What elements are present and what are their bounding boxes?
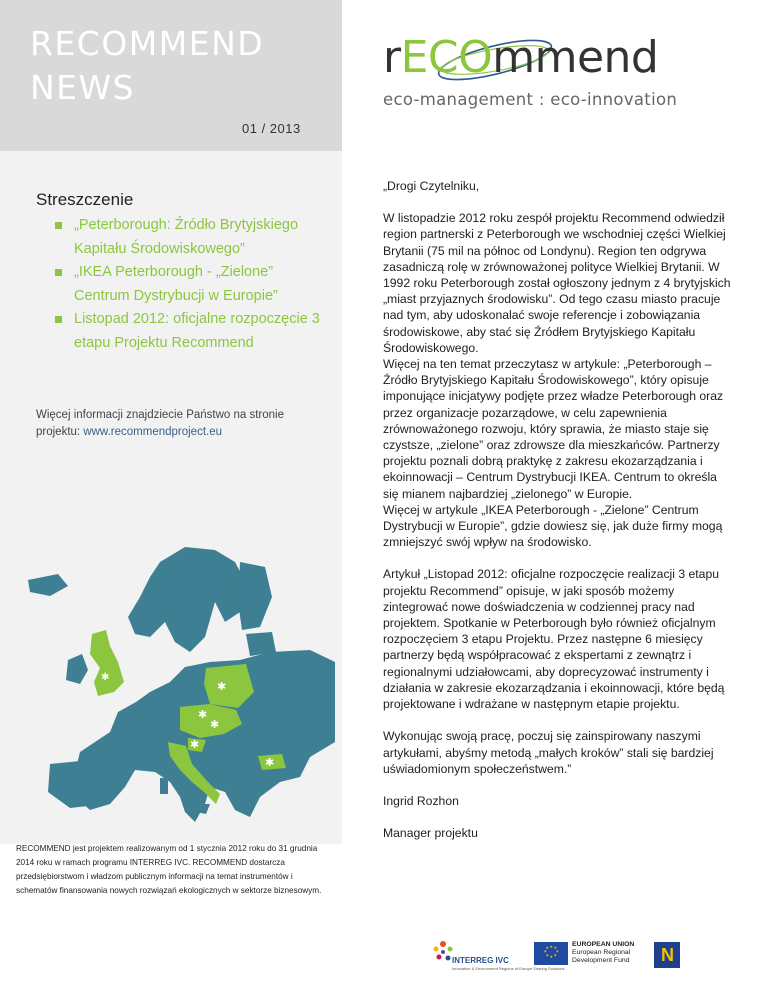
- logo-wordmark: [383, 30, 658, 86]
- letter-paragraph: Wykonując swoją pracę, poczuj się zainspirowany naszymi artykułami, abyśmy metodą „małych kroków” stali się bardziej uświadomionym społeczeństwem.”: [383, 729, 714, 776]
- partner-star-icon: ✱: [198, 708, 208, 721]
- map-iceland: [28, 574, 68, 596]
- svg-text:★: ★: [549, 954, 554, 959]
- region-logo-letter: N: [661, 945, 674, 965]
- toc-item[interactable]: [55, 308, 325, 355]
- toc-item-label: „IKEA Peterborough - „Zielone” Centrum Dystrybucji w Europie”: [74, 264, 278, 304]
- interreg-name: INTERREG IVC: [452, 956, 509, 965]
- svg-text:★: ★: [549, 944, 554, 949]
- letter-paragraph: Więcej w artykule „IKEA Peterborough - „Zielone” Centrum Dystrybucji w Europie”, gdzie dowiesz się, jak duże firmy mogą zmniejszyć swój wpływ na środowisko.: [383, 502, 723, 550]
- table-of-contents: [55, 214, 325, 355]
- letter-paragraph: Artykuł „Listopad 2012: oficjalne rozpoczęcie realizacji 3 etapu projektu Recommend” opisuje, w jaki sposób możemy zintegrować nowe doświadczenia w codziennej pracy nad projektem. Spotkanie w Peterborough było również oficjalnym rozpoczęciem 3 etapu Projektu. Przez następne 6 miesięcy partnerzy będą współpracować z ekspertami z zewnątrz i regionalnymi udziałowcami, aby doprecyzować instrumenty i działania w zakresie ekozarządzania i ekoinnowacji, które będą projektowane i wdrażane w następnym etapie projektu.: [383, 567, 725, 712]
- eu-line-3: Development Fund: [572, 957, 630, 964]
- square-bullet-icon: [55, 269, 62, 276]
- partner-star-icon: ✱: [265, 756, 275, 769]
- map-spain: [48, 758, 118, 808]
- more-info: [36, 407, 326, 441]
- svg-text:★: ★: [553, 952, 558, 958]
- square-bullet-icon: [55, 222, 62, 229]
- logo-eco: ECO: [400, 32, 493, 83]
- map-scandinavia: [128, 547, 248, 652]
- logo-tagline: eco-management : eco-innovation: [383, 90, 678, 109]
- partner-star-icon: ✱: [190, 738, 200, 751]
- logo-r: r: [383, 32, 401, 83]
- map-finland: [238, 562, 272, 630]
- partner-star-icon: ✱: [101, 672, 110, 683]
- region-logo: [654, 942, 680, 968]
- signature-name: Ingrid Rozhon: [383, 793, 459, 808]
- interreg-logo: [430, 936, 565, 980]
- eu-flag-icon: [534, 942, 568, 965]
- letter-greeting: „Drogi Czytelniku,: [383, 179, 480, 193]
- toc-item[interactable]: [55, 214, 325, 261]
- map-sardinia: [160, 778, 168, 794]
- title-line-2: NEWS: [30, 68, 136, 107]
- title-line-1: RECOMMEND: [30, 24, 265, 63]
- eu-line-2: European Regional: [572, 949, 631, 956]
- recommend-logo: [383, 30, 733, 120]
- map-uk: [90, 630, 124, 696]
- eu-label: [572, 941, 634, 965]
- partner-star-icon: ✱: [217, 680, 227, 693]
- toc-item[interactable]: [55, 261, 325, 308]
- map-baltics: [246, 632, 276, 656]
- toc-item-label: Listopad 2012: oficjalne rozpoczęcie 3 etapu Projektu Recommend: [74, 311, 320, 351]
- eu-line-1: EUROPEAN UNION: [572, 941, 635, 948]
- editor-letter: [383, 178, 731, 841]
- newsletter-title: [30, 22, 264, 110]
- svg-text:★: ★: [545, 945, 550, 950]
- letter-paragraph: W listopadzie 2012 roku zespół projektu Recommend odwiedził region partnerski z Peterborough we wschodniej części Wielkiej Brytanii (75 mil na północ od Londynu). Region ten odgrywa zasadniczą rolę w zrównoważonej polityce Wielkiej Brytanii. W 1992 roku Peterborough został ogłoszony jednym z 4 brytyjskich „miast przyjaznych środowisku”. Od tego czasu miasto pracuje nad tym, aby udoskonalać swoje referencje i zobowiązania środowiskowe, aby stać się Źródłem Brytyjskiego Kapitału Środowiskowego.: [383, 211, 731, 355]
- signature-role: Manager projektu: [383, 826, 478, 841]
- toc-title: Streszczenie: [36, 190, 134, 209]
- more-info-text: Więcej informacji znajdziecie Państwo na stronie projektu:: [36, 409, 284, 438]
- project-website-link[interactable]: www.recommendproject.eu: [83, 426, 223, 438]
- svg-text:★: ★: [555, 948, 560, 954]
- partner-logos: [430, 934, 690, 984]
- logo-mmend: mmend: [492, 32, 659, 83]
- letter-paragraph: Więcej na ten temat przeczytasz w artykule: „Peterborough – Źródło Brytyjskiego Kapitału Środowiskowego”, który opisuje imponujące inicjatywy podjęte przez władze Peterborough oraz przez organizacje pozarządowe, w celu zapewnienia zrównoważonego rozwoju, który sprawia, że miasto staje się czystsze, „zielone” oraz zdrowsze dla mieszkańców. Partnerzy projektu poznali dobrą praktykę z zakresu ekozarządzania i ekoinnowacji – Centrum Dystrybucji IKEA. Centrum to określa się mianem najbardziej „zielonego” w Europie.: [383, 357, 724, 501]
- masthead: [0, 0, 342, 151]
- partner-star-icon: ✱: [210, 718, 220, 731]
- svg-text:★: ★: [543, 948, 548, 954]
- svg-text:★: ★: [553, 945, 558, 950]
- square-bullet-icon: [55, 316, 62, 323]
- interreg-subtitle: Innovation & Environment Regions of Europe Sharing Solutions: [452, 966, 565, 971]
- svg-text:★: ★: [545, 952, 550, 958]
- europe-map: [10, 542, 340, 842]
- issue-number: 01 / 2013: [242, 121, 301, 136]
- map-ireland: [66, 654, 88, 684]
- toc-item-label: „Peterborough: Źródło Brytyjskiego Kapitału Środowiskowego”: [74, 217, 299, 257]
- project-footnote: RECOMMEND jest projektem realizowanym od 1 stycznia 2012 roku do 31 grudnia 2014 roku w ramach programu INTERREG IVC. RECOMMEND dostarcza przedsiębiorstwom i władzom publicznym informacji na temat instrumentów i schematów finansowania nowych rozwiązań ekologicznych w sektorze biznesowym.: [16, 844, 322, 895]
